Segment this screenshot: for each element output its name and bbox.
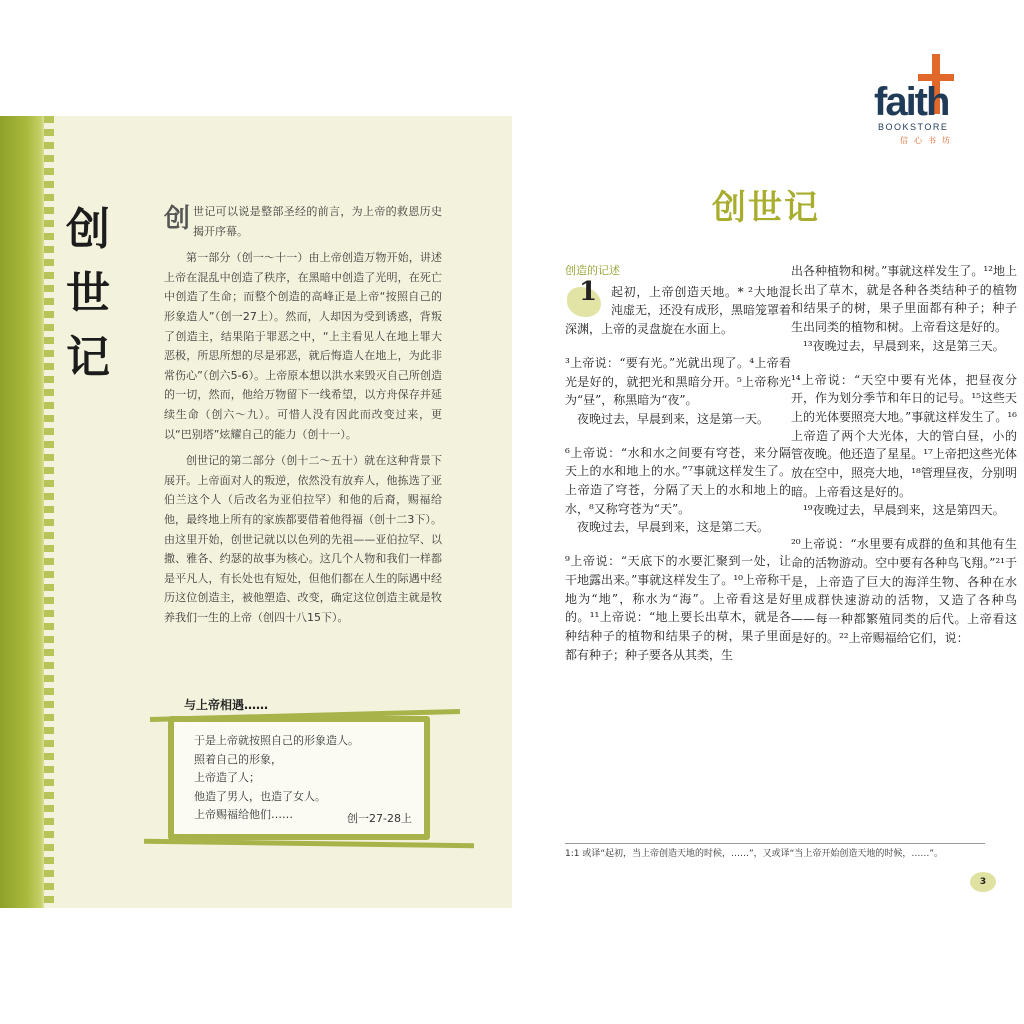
footnote: 1:1 或译“起初，当上帝创造天地的时候，……”，又或译“当上帝开始创造天地的时候，……”。 [565, 849, 943, 859]
text-column-right [791, 262, 1017, 662]
quote-line: 上帝赐福给他们…… [194, 808, 293, 821]
meet-god-title: 与上帝相遇…… [184, 698, 269, 712]
footnote-divider [565, 843, 985, 844]
logo-word: faith [874, 80, 949, 124]
quote-line: 于是上帝就按照自己的形象造人。 [194, 734, 359, 747]
book-title-vertical [60, 198, 116, 390]
day-summary: 夜晚过去，早晨到来，这是第二天。 [577, 520, 770, 535]
intro-paragraph [164, 202, 442, 241]
drop-cap: 创 [164, 204, 191, 234]
verse-block: ²⁰上帝说：“水里要有成群的鱼和其他有生命的活物游动。空中要有各种鸟飞翔。”²¹于是，上帝造了巨大的海洋生物、各种在水里成群快速游动的活物，又造了各种鸟——每一种都繁殖同类的后代。上帝看这是好的。²²上帝赐福给它们，说： [791, 537, 1017, 645]
intro-rest: 世记可以说是整部圣经的前言，为上帝的救恩历史揭开序幕。 [193, 205, 442, 238]
intro-page [0, 116, 512, 908]
intro-text [164, 202, 442, 634]
faith-bookstore-logo [874, 52, 974, 152]
logo-subtitle-cn: 信心书坊 [900, 136, 956, 145]
chapter-page-title: 创世记 [712, 188, 820, 228]
text-column-left [565, 262, 791, 679]
section-heading: 创造的记述 [565, 264, 620, 277]
quote-line: 照着自己的形象， [194, 752, 282, 766]
page-number: 3 [970, 872, 996, 892]
verse-block: ⁶上帝说：“水和水之间要有穹苍，来分隔天上的水和地上的水。”⁷事就这样发生了。上帝造了穹苍，分隔了天上的水和地上的水，⁸又称穹苍为“天”。 [565, 445, 791, 516]
chapter-number [565, 276, 605, 319]
quote-line: 他造了男人，也造了女人。 [194, 789, 326, 803]
verse-block: ¹⁴上帝说：“天空中要有光体，把昼夜分开，作为划分季节和年日的记号。¹⁵这些天上的光体要照亮大地。”事就这样发生了。¹⁶上帝造了两个大光体，大的管白昼，小的管夜晚。他还造了星星。¹⁷上帝把这些光体放在空中，照亮大地，¹⁸管理昼夜，分别明暗。上帝看这是好的。 [791, 372, 1017, 499]
scripture-quote-box [168, 716, 430, 840]
paragraph-part-one: 第一部分（创一～十一）由上帝创造万物开始，讲述上帝在混乱中创造了秩序，在黑暗中创造了光明，在死亡中创造了生命；而整个创造的高峰正是上帝“按照自己的形象造人”（创一27上）。然而，人却因为受到诱惑，背叛了创造主，结果陷于罪恶之中，“上主看见人在地上罪大恶极，所思所想的尽是邪恶，就后悔造人在地上，为此非常伤心”（创六5-6）。上帝原本想以洪水来毁灭自己所创造的一切，然而，他给万物留下一线希望，以方舟保存并延续生命（创六～九）。可惜人没有因此而改变过来，更以“巴别塔”炫耀自己的能力（创十一）。 [164, 251, 442, 441]
title-char: 世 [66, 268, 110, 319]
paragraph-part-two: 创世记的第二部分（创十二～五十）就在这种背景下展开。上帝面对人的叛逆，依然没有放弃人，他拣选了亚伯兰这个人（后改名为亚伯拉罕）和他的后裔，赐福给他，最终地上所有的家族都要借着他得福（创十二3下）。由这里开始，创世记就以以色列的先祖——亚伯拉罕、以撒、雅各、约瑟的故事为核心。这几个人物和我们一样都是平凡人，有长处也有短处，但他们都在人生的际遇中经历这位创造主，被他塑造、改变，确定这位创造主就是牧养我们一生的上帝（创四十八15下）。 [164, 454, 442, 624]
quote-lines [194, 732, 359, 825]
title-char: 记 [66, 332, 110, 383]
chapter-number-text: 1 [579, 276, 598, 307]
day-summary: ¹⁹夜晚过去，早晨到来，这是第四天。 [803, 503, 1005, 518]
verse-text: 起初，上帝创造天地。* ²大地混沌虚无，还没有成形，黑暗笼罩着深渊，上帝的灵盘旋在水面上。 [565, 284, 792, 337]
day-summary: ¹³夜晚过去，早晨到来，这是第三天。 [803, 338, 1005, 353]
decorative-brush-strip [0, 116, 48, 908]
quote-line: 上帝造了人； [194, 771, 260, 784]
verse-block: 出各种植物和树。”事就这样发生了。¹²地上长出了草木，就是各种各类结种子的植物和结果子的树，果子里面都有种子；种子生出同类的植物和树。上帝看这是好的。 [791, 264, 1017, 335]
title-char: 创 [66, 204, 110, 255]
day-summary: 夜晚过去，早晨到来，这是第一天。 [577, 411, 770, 426]
verse-block: ⁹上帝说：“天底下的水要汇聚到一处，让干地露出来。”事就这样发生了。¹⁰上帝称干地为“地”，称水为“海”。上帝看这是好的。¹¹上帝说：“地上要长出草木，就是各种结种子的植物和结果子的树，果子里面都有种子；种子要各从其类，生 [565, 554, 791, 662]
verse-block: ³上帝说：“要有光。”光就出现了。⁴上帝看光是好的，就把光和黑暗分开。⁵上帝称光为“昼”，称黑暗为“夜”。 [565, 355, 791, 408]
logo-subtitle: BOOKSTORE [878, 122, 949, 132]
quote-reference: 创一27-28上 [347, 812, 412, 825]
verse-block [565, 276, 792, 339]
